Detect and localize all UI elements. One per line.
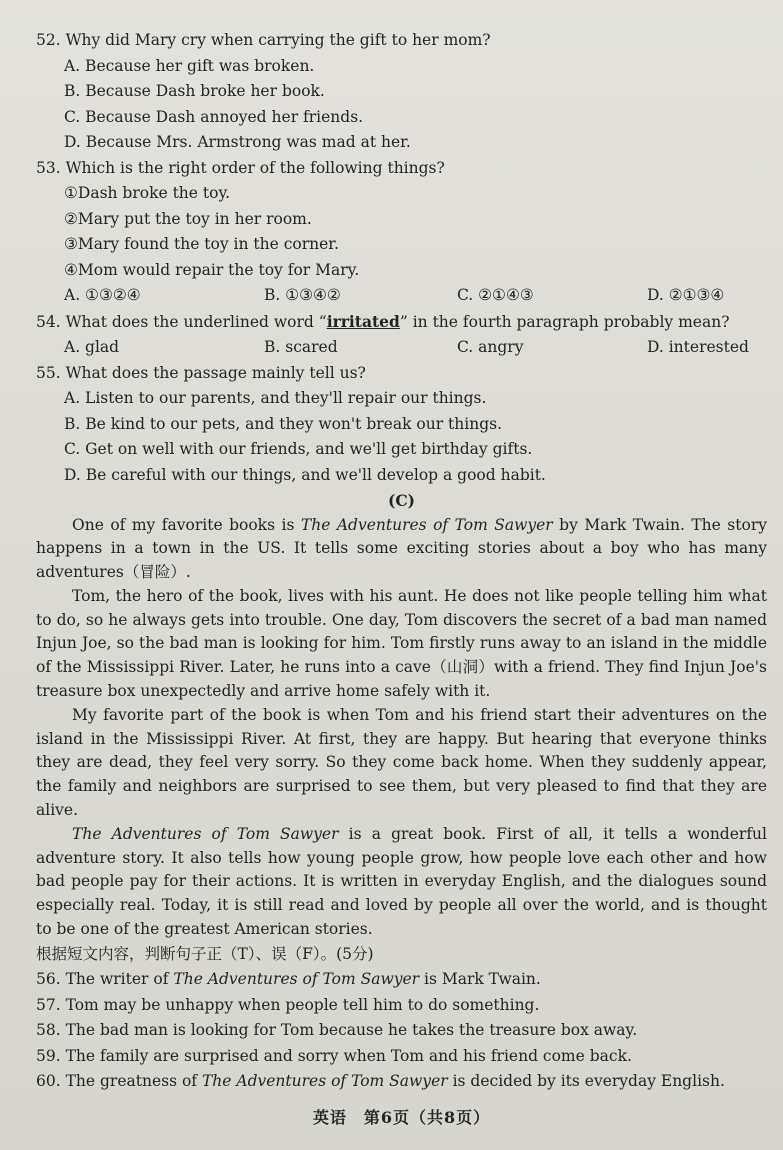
paragraph-2: Tom, the hero of the book, lives with his aunt. He does not like people telling him what to do, so he always gets into trouble. One day, Tom discovers the secret of a bad man named Injun Joe, so the bad man is looking for him. Tom firstly runs away to an island in the middle of the Mississippi River. Later, he runs into a cave（山洞）with a friend. They find Injun Joe's treasure box unexpectedly and arrive home safely with it.	[36, 586, 767, 701]
option-b: B. scared	[264, 338, 338, 356]
reading-passage	[36, 514, 767, 942]
text-part: 58. The bad man is looking for Tom because he takes the treasure box away.	[36, 1021, 638, 1040]
event-item: ④Mom would repair the toy for Mary.	[64, 260, 360, 279]
option-a: A. Because her gift was broken.	[64, 56, 315, 75]
text-part: is Mark Twain.	[419, 970, 541, 989]
text-part: 59. The family are surprised and sorry when Tom and his friend come back.	[36, 1046, 632, 1065]
text-part: is a great book. First of all, it tells a wonderful adventure story. It also tells how young people grow, how people love each other and how bad people pay for their actions. It is written in everyday English, and the dialogues sound especially real. Today, it is still read and loved by people all over the world, and is thought to be one of the greatest American stories.	[36, 824, 767, 939]
option-c: C. angry	[457, 338, 524, 356]
stem-part: 54. What does the underlined word “	[36, 312, 327, 331]
event-item: ②Mary put the toy in her room.	[64, 209, 312, 228]
option-c: C. Get on well with our friends, and we'll get birthday gifts.	[64, 440, 533, 458]
text-part: 57. Tom may be unhappy when people tell him to do something.	[36, 995, 540, 1014]
options-row	[36, 283, 767, 309]
tf-question-60	[36, 1069, 767, 1095]
option-a: A. glad	[64, 338, 120, 356]
section-heading: (C)	[387, 491, 415, 510]
question-stem	[36, 309, 767, 336]
book-title: The Adventures of Tom Sawyer	[201, 1072, 448, 1091]
tf-questions	[36, 967, 767, 1095]
option-d: D. interested	[647, 338, 749, 356]
option-d: D. Be careful with our things, and we'll develop a good habit.	[64, 465, 546, 484]
underlined-word: irritated	[326, 311, 400, 331]
tf-question-56	[36, 967, 767, 993]
book-title: The Adventures of Tom Sawyer	[72, 824, 339, 843]
question-stem: 52. Why did Mary cry when carrying the gift to her mom?	[36, 31, 491, 49]
stem-part: ” in the fourth paragraph probably mean?	[399, 312, 730, 331]
tf-instruction: 根据短文内容，判断句子正（T）、误（F）。(5分)	[36, 944, 374, 963]
option-d: D. Because Mrs. Armstrong was mad at her.	[64, 133, 411, 151]
tf-question-57	[36, 993, 767, 1019]
text-part: by Mark Twain. The story happens in a town in the US. It tells some exciting stories about a boy who has many adventures（冒险）.	[36, 515, 767, 582]
paragraph-4	[36, 823, 767, 942]
text-part: One of my favorite books is	[72, 515, 301, 534]
event-item: ③Mary found the toy in the corner.	[64, 235, 339, 253]
options-row	[36, 335, 767, 361]
text-part: 56. The writer of	[36, 970, 174, 989]
option-c: C. ②①④③	[457, 286, 534, 304]
option-a: A. ①③②④	[64, 286, 141, 304]
option-b: B. Because Dash broke her book.	[64, 82, 325, 100]
page-footer: 英语 第6页（共8页）	[312, 1107, 491, 1127]
event-item: ①Dash broke the toy.	[64, 184, 231, 202]
book-title: The Adventures of Tom Sawyer	[173, 970, 420, 989]
question-54	[36, 309, 767, 361]
question-55	[36, 361, 767, 489]
paragraph-3: My favorite part of the book is when Tom and his friend start their adventures on the island in the Mississippi River. At first, they are happy. But hearing that everyone thinks they are dead, they feel very sorry. So they come back home. When they suddenly appear, the family and neighbors are surprised to see them, but very pleased to find that they are alive.	[36, 705, 767, 820]
question-53	[36, 156, 767, 309]
book-title: The Adventures of Tom Sawyer	[300, 515, 553, 534]
option-b: B. ①③④②	[264, 286, 341, 304]
option-d: D. ②①③④	[647, 286, 725, 304]
tf-question-58	[36, 1018, 767, 1044]
option-b: B. Be kind to our pets, and they won't break our things.	[64, 414, 502, 433]
question-stem: 53. Which is the right order of the following things?	[36, 158, 445, 177]
question-52	[36, 28, 767, 156]
text-part: is decided by its everyday English.	[447, 1072, 725, 1091]
option-c: C. Because Dash annoyed her friends.	[64, 107, 364, 126]
paragraph-1	[36, 514, 767, 585]
text-part: 60. The greatness of	[36, 1072, 202, 1091]
question-stem: 55. What does the passage mainly tell us?	[36, 363, 366, 382]
option-a: A. Listen to our parents, and they'll repair our things.	[64, 389, 487, 407]
tf-question-59	[36, 1044, 767, 1070]
